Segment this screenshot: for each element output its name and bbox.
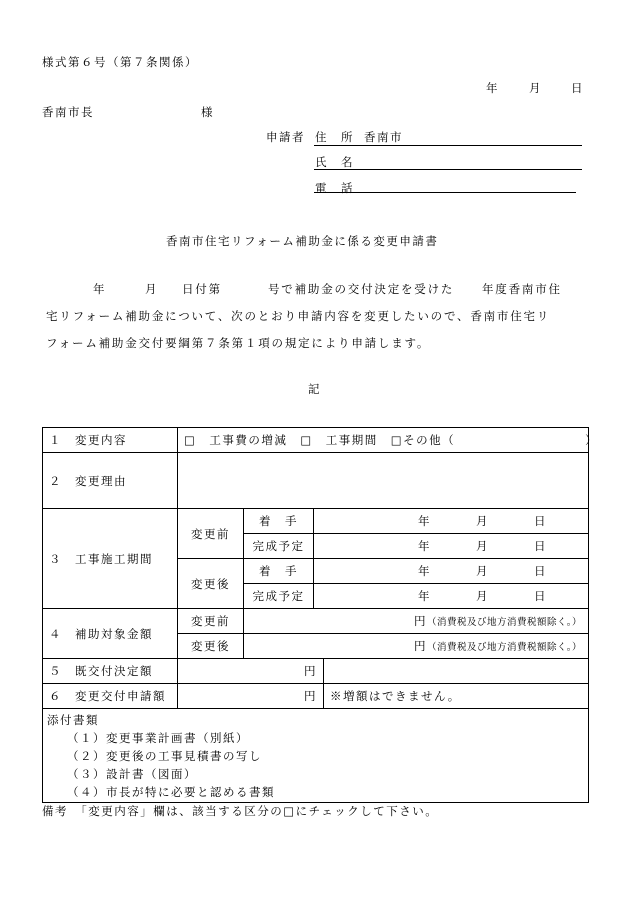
date-year-label: 年	[418, 564, 431, 578]
period-after-complete-date[interactable]	[314, 584, 589, 609]
addressee-name: 香南市長	[42, 105, 94, 119]
period-before-complete-date[interactable]	[314, 534, 589, 559]
change-content-label: １ 変更内容	[43, 428, 178, 453]
subsidy-before-amount[interactable]	[244, 609, 589, 634]
period-after-start-date[interactable]	[314, 559, 589, 584]
date-year-label: 年	[418, 539, 431, 553]
period-before-label: 変更前	[178, 509, 244, 559]
applicant-label: 申請者	[266, 130, 305, 144]
change-reason-label: ２ 変更理由	[43, 453, 178, 509]
document-title: 香南市住宅リフォーム補助金に係る変更申請書	[166, 234, 439, 248]
body-fiscal-year: 年度香南市住	[482, 282, 562, 296]
change-request-label: ６ 変更交付申請額	[43, 684, 178, 709]
date-month-label: 月	[476, 564, 489, 578]
name-underline	[314, 169, 582, 170]
increase-note: ※増額はできません。	[324, 684, 589, 709]
row-attachments	[43, 709, 589, 803]
subsidy-before-label: 変更前	[178, 609, 244, 634]
change-request-amount[interactable]: 円	[178, 684, 324, 709]
row-subsidy-before	[43, 609, 589, 634]
date-year-label: 年	[418, 589, 431, 603]
date-year: 年	[486, 81, 499, 95]
period-after-complete-label: 完成予定	[244, 584, 314, 609]
yen-unit: 円	[413, 639, 427, 653]
date-day-label: 日	[534, 539, 547, 553]
period-before-start-label: 着 手	[244, 509, 314, 534]
date-day-label: 日	[534, 564, 547, 578]
attachment-item: （３）設計書（図面）	[67, 767, 197, 781]
row-period-before-start	[43, 509, 589, 534]
subsidy-amount-label: ４ 補助対象金額	[43, 609, 178, 659]
row-change-reason	[43, 453, 589, 509]
attachments-cell	[43, 709, 589, 803]
date-day-label: 日	[534, 589, 547, 603]
period-before-complete-label: 完成予定	[244, 534, 314, 559]
phone-label: 電 話	[315, 181, 354, 195]
addressee-honorific: 様	[201, 105, 214, 119]
date-month: 月	[529, 81, 542, 95]
yen-unit: 円	[413, 614, 427, 628]
body-text	[46, 276, 586, 357]
period-after-start-label: 着 手	[244, 559, 314, 584]
body-line-2: 宅リフォーム補助金について、次のとおり申請内容を変更したいので、香南市住宅リ	[46, 309, 551, 323]
application-table	[42, 427, 599, 803]
row-change-request	[43, 684, 589, 709]
attachment-item: （４）市長が特に必要と認める書類	[67, 785, 275, 799]
address-value: 香南市	[364, 130, 403, 144]
date-month-label: 月	[476, 589, 489, 603]
body-decision: 号で補助金の交付決定を受けた	[268, 282, 455, 296]
construction-period-label: ３ 工事施工期間	[43, 509, 178, 609]
body-line-1	[46, 276, 586, 303]
remarks: 備考 「変更内容」欄は、該当する区分の□にチェックして下さい。	[42, 804, 439, 818]
row-change-content	[43, 428, 589, 453]
date-day-label: 日	[534, 514, 547, 528]
attachment-item: （１）変更事業計画書（別紙）	[67, 731, 249, 745]
subsidy-after-label: 変更後	[178, 634, 244, 659]
body-line-3: フォーム補助金交付要綱第７条第１項の規定により申請します。	[46, 336, 431, 350]
body-day-no: 日付第	[182, 282, 222, 296]
address-underline	[314, 145, 582, 146]
change-content-options[interactable]: □ 工事費の増減 □ 工事期間 □その他（ ）	[178, 428, 589, 453]
attachment-item: （２）変更後の工事見積書の写し	[67, 749, 262, 763]
existing-decision-amount[interactable]: 円	[178, 659, 324, 684]
date-month-label: 月	[476, 514, 489, 528]
tax-note: （消費税及び地方消費税額除く。）	[426, 617, 583, 628]
change-reason-field[interactable]	[178, 453, 589, 509]
tax-note: （消費税及び地方消費税額除く。）	[426, 642, 583, 653]
period-before-start-date[interactable]	[314, 509, 589, 534]
date-year-label: 年	[418, 514, 431, 528]
subsidy-after-amount[interactable]	[244, 634, 589, 659]
form-number: 様式第６号（第７条関係）	[42, 55, 198, 69]
body-month: 月	[145, 282, 159, 296]
date-day: 日	[571, 81, 584, 95]
body-year: 年	[93, 282, 107, 296]
date-month-label: 月	[476, 539, 489, 553]
phone-underline	[314, 192, 576, 193]
period-after-label: 変更後	[178, 559, 244, 609]
name-label: 氏 名	[315, 155, 354, 169]
existing-decision-blank	[324, 659, 589, 684]
ki-heading: 記	[308, 382, 321, 396]
existing-decision-label: ５ 既交付決定額	[43, 659, 178, 684]
address-label: 住 所	[315, 130, 354, 144]
row-existing-decision	[43, 659, 589, 684]
attachments-heading: 添付書類	[47, 713, 99, 727]
